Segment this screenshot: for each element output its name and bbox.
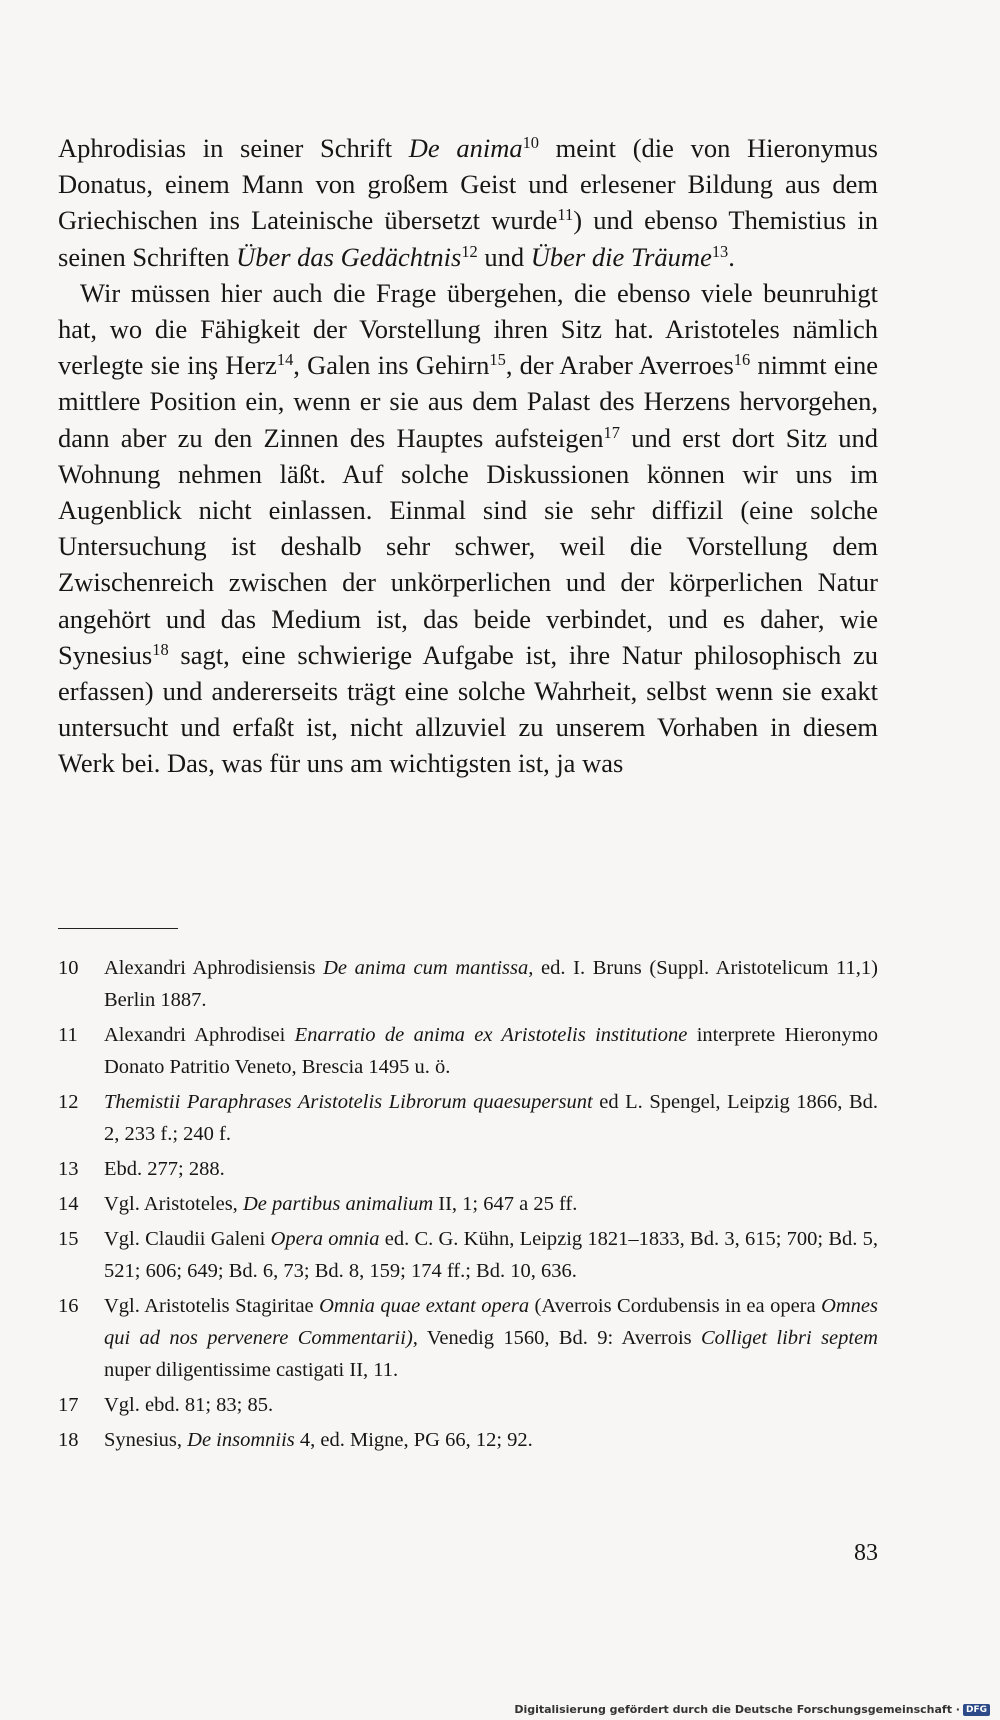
footnote-number: 16: [58, 1295, 79, 1317]
footnote-number: 14: [58, 1193, 79, 1215]
footnote: [58, 952, 878, 1016]
text-run: Alexandri Aphrodisei: [104, 1024, 295, 1046]
paragraph-2: [58, 275, 878, 782]
text-run: II, 1; 647 a 25 ff.: [433, 1193, 578, 1215]
text-run: ) und ebenso Themistius in seinen Schriften: [58, 205, 878, 272]
text-run: Synesius,: [104, 1429, 188, 1451]
footnote: [58, 1188, 878, 1220]
credit-text: Digitalisierung gefördert durch die Deutsche Forschungsgemeinschaft ·: [514, 1703, 960, 1716]
footnote-number: 18: [58, 1429, 79, 1451]
italic-title: Omnia quae extant opera: [319, 1295, 530, 1317]
footnote-number: 11: [58, 1024, 78, 1046]
page-number: 83: [854, 1540, 878, 1566]
footnote-ref: 18: [152, 639, 169, 659]
text-run: , der Araber Averroes: [505, 350, 734, 381]
footnote-separator: [58, 928, 178, 929]
text-run: meint (die von Hieronymus Donatus, einem Mann von großem Geist und erlesener Bildung aus dem Griechischen ins Lateinische übersetzt wurde: [58, 133, 879, 236]
footnote-ref: 11: [557, 205, 574, 225]
text-run: nuper diligentissime castigati II, 11.: [104, 1359, 399, 1381]
footnotes: [58, 952, 878, 1459]
paragraph-1: [58, 130, 878, 275]
footnote-number: 12: [58, 1091, 79, 1113]
text-run: Wir müssen hier auch die Frage übergehen, die ebenso viele beunruhigt hat, wo die Fähigkeit der Vorstellung ihren Sitz hat. Aristoteles nämlich verlegte sie inş Herz: [58, 277, 878, 381]
footnote-text: [104, 1019, 878, 1083]
footnote: [58, 1389, 878, 1421]
footnote-ref: 10: [522, 132, 540, 152]
digitization-credit: [514, 1703, 990, 1716]
italic-title: Über das Gedächtnis: [236, 241, 462, 272]
text-run: und erst dort Sitz und Wohnung nehmen läßt. Auf solche Diskussionen können wir uns im Augenblick nicht einlassen. Einmal sind sie sehr diffizil (eine solche Untersuchung ist deshalb sehr schwer, weil die Vorstellung dem Zwischenreich zwischen der unkörperlichen und der körperlichen Natur angehört und das Medium ist, das beide verbindet, und es daher, wie Synesius: [58, 422, 878, 670]
text-run: Vgl. Aristoteles,: [104, 1193, 243, 1215]
text-run: .: [728, 241, 735, 272]
footnote-ref: 17: [603, 422, 620, 442]
text-run: (Averrois Cordubensis in ea opera: [529, 1295, 822, 1317]
footnote: [58, 1223, 878, 1287]
footnote-text: [104, 1188, 878, 1220]
text-run: Alexandri Aphrodisiensis: [104, 957, 324, 979]
text-run: Vgl. Claudii Galeni: [104, 1228, 271, 1250]
footnote-ref: 13: [711, 241, 729, 261]
footnote-text: [104, 1389, 878, 1421]
text-run: 4, ed. Migne, PG 66, 12; 92.: [294, 1429, 533, 1451]
footnote-text: [104, 1153, 878, 1185]
footnote-number: 13: [58, 1158, 79, 1180]
footnote-number: 17: [58, 1394, 79, 1416]
italic-title: Enarratio de anima ex Aristotelis institutione: [294, 1024, 688, 1046]
footnote: [58, 1086, 878, 1150]
main-text: [58, 130, 878, 782]
footnote: [58, 1019, 878, 1083]
italic-title: Colliget libri septem: [701, 1327, 878, 1349]
text-run: sagt, eine schwierige Aufgabe ist, ihre Natur philosophisch zu erfassen) und andererseits trägt eine solche Wahrheit, selbst wenn sie exakt untersucht und erfaßt ist, nicht allzuviel zu unserem Vorhaben in diesem Werk bei. Das, was für uns am wichtigsten ist, ja was: [58, 639, 878, 779]
footnote: [58, 1153, 878, 1185]
footnote-ref: 15: [489, 350, 506, 370]
text-run: nimmt eine mittlere Position ein, wenn er sie aus dem Palast des Herzens hervorgehen, dann aber zu den Zinnen des Hauptes aufsteigen: [58, 350, 878, 453]
text-run: , Galen ins Gehirn: [293, 350, 490, 381]
footnote-text: [104, 1223, 878, 1287]
italic-title: De anima: [408, 133, 523, 163]
footnote: [58, 1290, 878, 1386]
text-run: ed L. Spengel, Leipzig 1866, Bd. 2, 233 f.; 240 f.: [104, 1091, 879, 1145]
footnote-ref: 16: [733, 350, 751, 370]
footnote-text: [104, 1290, 878, 1386]
footnote-number: 10: [58, 957, 79, 979]
text-run: Vgl. ebd. 81; 83; 85.: [104, 1394, 274, 1416]
italic-title: Themistii Paraphrases Aristotelis Librorum quaesupersunt: [104, 1091, 593, 1113]
text-run: und: [477, 241, 531, 272]
text-run: ed. I. Bruns (Suppl. Aristotelicum 11,1) Berlin 1887.: [104, 957, 878, 1011]
italic-title: De insomniis: [187, 1429, 295, 1451]
text-run: Venedig 1560, Bd. 9: Averrois: [417, 1327, 701, 1349]
italic-title: De anima cum mantissa,: [323, 957, 534, 979]
footnote-text: [104, 1086, 878, 1150]
italic-title: Opera omnia: [270, 1228, 380, 1250]
text-run: Aphrodisias in seiner Schrift: [58, 133, 409, 163]
footnote-text: [104, 952, 878, 1016]
italic-title: De partibus animalium: [242, 1193, 434, 1215]
footnote: [58, 1424, 878, 1456]
italic-title: Omnes qui ad nos pervenere Commentarii),: [104, 1295, 878, 1349]
footnote-text: [104, 1424, 878, 1456]
dfg-logo: DFG: [963, 1704, 990, 1716]
text-run: interprete Hieronymo Donato Patritio Veneto, Brescia 1495 u. ö.: [104, 1024, 878, 1078]
text-run: ed. C. G. Kühn, Leipzig 1821–1833, Bd. 3, 615; 700; Bd. 5, 521; 606; 649; Bd. 6, 73; Bd. 8, 159; 174 ff.; Bd. 10, 636.: [104, 1228, 878, 1282]
text-run: Ebd. 277; 288.: [104, 1158, 225, 1180]
text-run: Vgl. Aristotelis Stagiritae: [104, 1295, 320, 1317]
italic-title: Über die Träume: [530, 241, 712, 272]
footnote-ref: 14: [276, 350, 294, 370]
footnote-number: 15: [58, 1228, 79, 1250]
footnote-ref: 12: [461, 241, 478, 261]
